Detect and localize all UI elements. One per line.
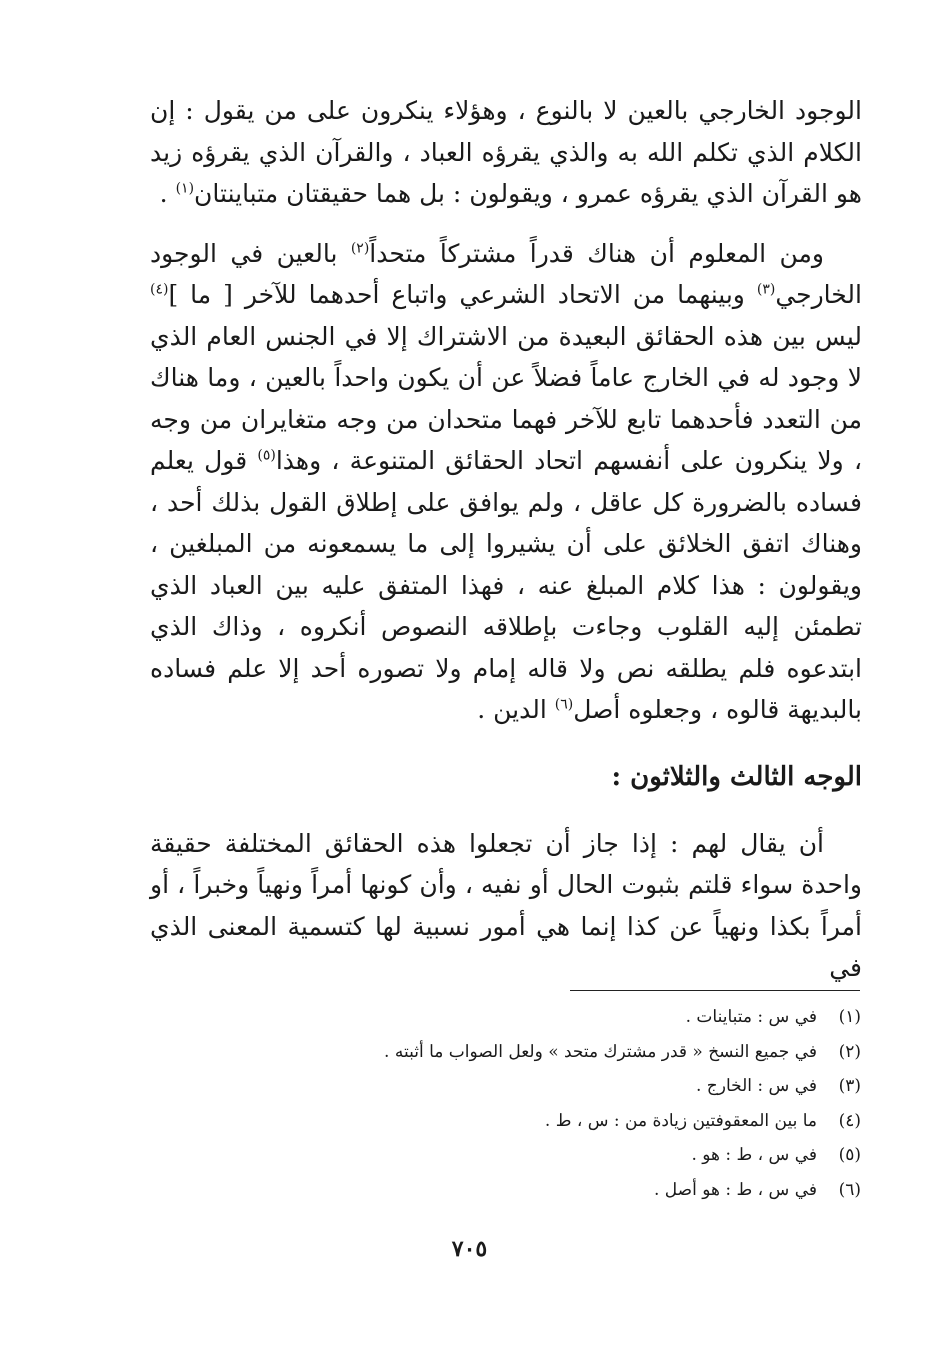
footnote-text: في س ، ط : هو .	[691, 1145, 817, 1165]
footnote-text: في س : الخارج .	[695, 1076, 817, 1096]
paragraph-1	[150, 90, 862, 215]
main-text	[150, 90, 862, 989]
footnote-item	[161, 1173, 861, 1208]
p1-line-3: القرآن الذي يقرؤه عمرو ، ويقولون : بل هما حقيقتان متباينتان	[194, 179, 828, 208]
footnote-number: (١)	[838, 1007, 861, 1027]
footnote-text: في س ، ط : هو أصل .	[654, 1179, 817, 1200]
footnote-item	[161, 1000, 861, 1035]
footnote-item	[161, 1035, 861, 1070]
footnote-number: (٣)	[838, 1076, 861, 1096]
footnote-text: في جميع النسخ « قدر مشترك متحد » ولعل الصواب ما أثبته .	[384, 1041, 817, 1062]
footnote-number: (٢)	[838, 1041, 861, 1062]
p1-line-3-end: .	[159, 179, 176, 208]
p1-line-1: الوجود الخارجي بالعين لا بالنوع ، وهؤلاء ينكرون على من يقول : إن	[150, 96, 862, 125]
footnote-marker-2: (٢)	[350, 240, 370, 257]
p2-segment-5: قول يعلم فساده بالضرورة كل عاقل ، ولم يوافق على إطلاق القول بذلك أحد ، وهناك اتفق الخلائق على أن يشيروا إلى ما يسمعونه من المبلغين ، ويقولون : هذا كلام المبلغ عنه ، فهذا المتفق عليه بين العباد الذي تطمئن إليه القلوب وجاءت بإطلاقه النصوص أنكروه ، وذاك الذي ابتدعوه فلم يطلقه نص ولا قاله إمام ولا تصوره أحد إلا علم فساده بالبديهة قالوه ، وجعلوه أصل	[150, 446, 862, 724]
footnote-text: في س : متباينات .	[685, 1007, 817, 1027]
footnote-marker-4: (٤)	[150, 281, 169, 298]
p2-segment-6: الدين .	[477, 695, 555, 724]
footnote-item	[161, 1138, 861, 1173]
p3-text: أن يقال لهم : إذا جاز أن تجعلوا هذه الحقائق المختلفة حقيقة واحدة سواء قلتم بثبوت الحال أو نفيه ، وأن كونها أمراً ونهياً وخبراً ، أو أمراً بكذا ونهياً عن كذا إنما هي أمور نسبية لها كتسمية المعنى الذي في	[150, 828, 862, 982]
p2-segment-2: بالعين في الوجود الخارجي	[150, 238, 862, 309]
paragraph-2	[150, 233, 862, 731]
paragraph-3	[150, 823, 862, 989]
footnote-separator	[570, 990, 860, 991]
footnote-number: (٤)	[838, 1110, 861, 1131]
footnote-number: (٦)	[838, 1179, 861, 1200]
footnote-item	[161, 1069, 861, 1104]
section-heading: الوجه الثالث والثلاثون :	[611, 761, 862, 792]
footnote-number: (٥)	[838, 1145, 861, 1165]
p1-line-2: الكلام الذي تكلم الله به والذي يقرؤه العباد ، والقرآن الذي يقرؤه زيد هو	[150, 137, 862, 208]
footnote-marker-1: (١)	[175, 180, 195, 197]
footnote-marker-3: (٣)	[756, 281, 776, 298]
p2-segment-3: وبينهما من الاتحاد الشرعي واتباع أحدهما للآخر [ ما ]	[168, 280, 757, 309]
footnote-text: ما بين المعقوفتين زيادة من : س ، ط .	[544, 1110, 817, 1131]
footnote-marker-6: (٦)	[554, 696, 574, 713]
page-number: ٧٠٥	[451, 1236, 488, 1262]
footnote-item	[161, 1104, 861, 1139]
p2-segment-1: ومن المعلوم أن هناك قدراً مشتركاً متحداً	[369, 238, 824, 268]
footnotes	[161, 1000, 861, 1207]
p2-segment-4: ليس بين هذه الحقائق البعيدة من الاشتراك إلا في الجنس العام الذي لا وجود له في الخارج عاماً فضلاً عن أن يكون واحداً بالعين ، وما هناك من التعدد فأحدهما تابع للآخر فهما متحدان من وجه متغايران من وجه ، ولا ينكرون على أنفسهم اتحاد الحقائق المتنوعة ، وهذا	[150, 321, 863, 475]
footnote-marker-5: (٥)	[257, 447, 276, 464]
